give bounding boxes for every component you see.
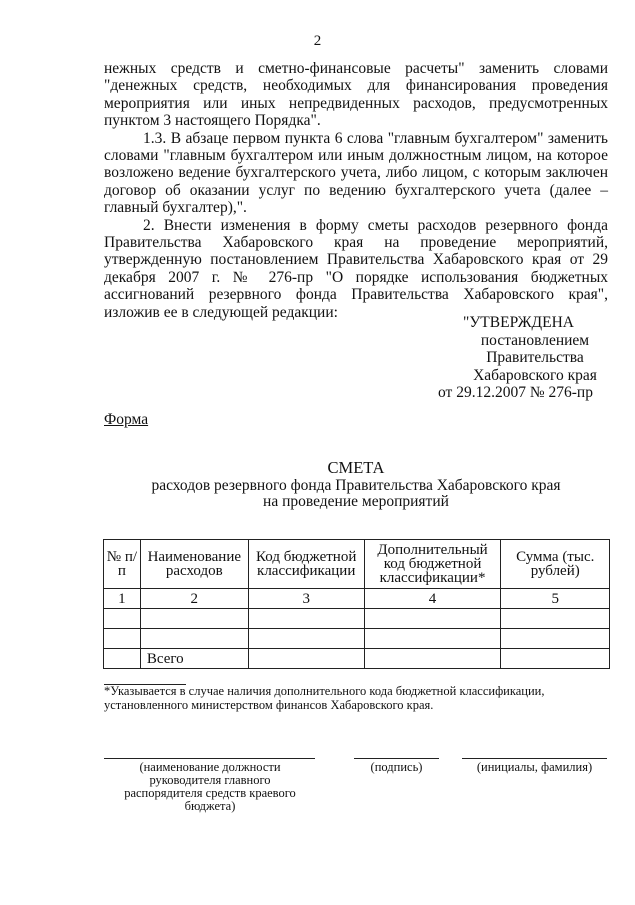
column-number: 2	[140, 589, 248, 609]
column-header: Дополнительный код бюджетной классификации*	[364, 540, 501, 589]
approval-line: Правительства	[486, 349, 584, 367]
signature-line-position	[104, 758, 315, 759]
form-label: Форма	[104, 411, 149, 428]
table-cell	[248, 629, 364, 649]
table-cell	[104, 609, 141, 629]
table-cell	[364, 609, 501, 629]
page-number: 2	[313, 33, 322, 49]
column-header: Сумма (тыс. рублей)	[501, 540, 610, 589]
column-number: 5	[501, 589, 610, 609]
signature-line-name	[462, 758, 607, 759]
table-row	[104, 609, 610, 629]
document-subtitle: расходов резервного фонда Правительства Хабаровского края	[151, 477, 561, 494]
approval-stamp	[430, 314, 610, 402]
column-header: Код бюджетной классификации	[248, 540, 364, 589]
total-row	[104, 649, 610, 669]
column-number: 4	[364, 589, 501, 609]
table-cell	[364, 649, 501, 669]
document-title: СМЕТА	[327, 458, 385, 477]
column-number-row	[104, 589, 610, 609]
table-cell	[248, 649, 364, 669]
table-header-row	[104, 540, 610, 589]
document-title-block	[104, 458, 608, 510]
table-cell	[501, 609, 610, 629]
total-label: Всего	[140, 649, 248, 669]
paragraph: 2. Внести изменения в форму сметы расходов резервного фонда Правительства Хабаровского края на проведение мероприятий, утвержденную постановлением Правительства Хабаровского края от 29 декабря 2007 г. № 276-пр "О порядке использования бюджетных ассигнований резервного фонда Правительства Хабаровского края", изложив ее в следующей редакции:	[104, 216, 608, 321]
table-cell	[248, 609, 364, 629]
table-cell	[140, 609, 248, 629]
signature-caption-sign: (подпись)	[370, 760, 423, 774]
approval-title: "УТВЕРЖДЕНА	[463, 314, 574, 331]
signature-line-sign	[354, 758, 439, 759]
column-number: 3	[248, 589, 364, 609]
column-header: Наименование расходов	[140, 540, 248, 589]
footnote: *Указывается в случае наличия дополнительного кода бюджетной классификации, установленного министерством финансов Хабаровского края.	[104, 684, 545, 712]
table-cell	[104, 649, 141, 669]
table-cell	[364, 629, 501, 649]
approval-date: от 29.12.2007 № 276-пр	[438, 384, 593, 402]
paragraph: 1.3. В абзаце первом пункта 6 слова "главным бухгалтером" заменить словами "главным бухгалтером или иным должностным лицом, на которое возложено ведение бухгалтерского учета, либо лицом, с которым заключен договор об оказании услуг по ведению бухгалтерского учета (далее – главный бухгалтер),".	[104, 129, 608, 217]
table-cell	[501, 649, 610, 669]
approval-line: Хабаровского края	[473, 366, 597, 384]
signature-caption-name: (инициалы, фамилия)	[476, 760, 593, 774]
column-number: 1	[104, 589, 141, 609]
table-cell	[140, 629, 248, 649]
approval-line: постановлением	[480, 331, 590, 349]
body-text	[104, 60, 608, 321]
signature-caption-position: (наименование должности руководителя главного распорядителя средств краевого бюджета)	[124, 760, 296, 813]
table-cell	[501, 629, 610, 649]
estimate-table	[103, 539, 610, 669]
table-row	[104, 629, 610, 649]
document-subtitle: на проведение мероприятий	[263, 493, 449, 510]
table-cell	[104, 629, 141, 649]
paragraph: нежных средств и сметно-финансовые расчеты" заменить словами "денежных средств, необходимых для финансирования проведения мероприятия или иных непредвиденных расходов, предусмотренных пунктом 3 настоящего Порядка".	[104, 60, 608, 130]
column-header: № п/п	[104, 540, 141, 589]
